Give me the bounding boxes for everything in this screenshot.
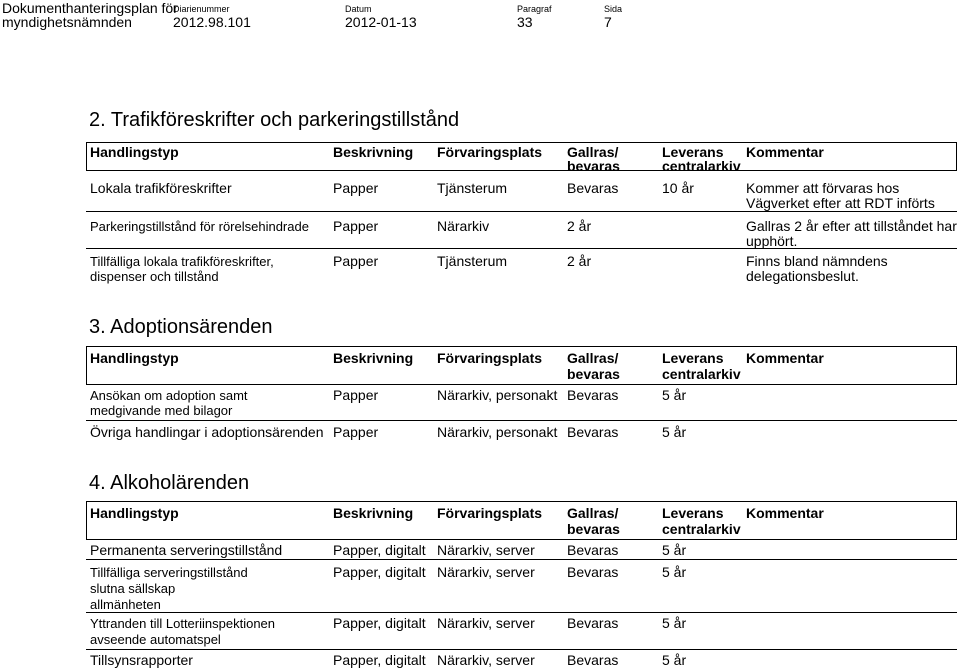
col-forvaringsplats: Förvaringsplats xyxy=(437,505,543,521)
cell-forvaring: Närarkiv, server xyxy=(437,615,535,631)
cell-beskrivning: Papper xyxy=(333,387,379,403)
cell-gallras: 2 år xyxy=(567,218,592,234)
section-title: 3. Adoptionsärenden xyxy=(89,316,273,338)
cell-handlingstyp: Yttranden till Lotteriinspektionen xyxy=(90,616,276,631)
cell-handlingstyp: Ansökan om adoption samt xyxy=(90,388,248,403)
paragraf-value: 33 xyxy=(517,14,533,30)
col-beskrivning: Beskrivning xyxy=(333,350,414,366)
col-beskrivning: Beskrivning xyxy=(333,144,414,160)
section-title: 4. Alkoholärenden xyxy=(89,472,250,494)
col-bevaras: bevaras xyxy=(567,366,620,382)
col-forvaringsplats: Förvaringsplats xyxy=(437,144,543,160)
cell-kommentar: delegationsbeslut. xyxy=(746,268,859,284)
cell-gallras: Bevaras xyxy=(567,387,619,403)
cell-forvaring: Närarkiv xyxy=(437,218,490,234)
row-divider xyxy=(86,649,957,650)
cell-gallras: Bevaras xyxy=(567,180,619,196)
cell-kommentar: Vägverket efter att RDT införts xyxy=(746,195,935,211)
cell-gallras: Bevaras xyxy=(567,424,619,440)
col-gallras: Gallras/ xyxy=(567,505,619,521)
header-title-line1: Dokumenthanteringsplan för xyxy=(2,0,178,16)
datum-label: Datum xyxy=(345,4,372,14)
col-centralarkiv: centralarkiv xyxy=(662,158,741,174)
cell-forvaring: Tjänsterum xyxy=(437,253,508,269)
col-forvaringsplats: Förvaringsplats xyxy=(437,350,543,366)
cell-gallras: Bevaras xyxy=(567,542,619,558)
cell-handlingstyp: avseende automatspel xyxy=(90,632,221,647)
cell-handlingstyp: allmänheten xyxy=(90,597,161,612)
cell-handlingstyp: Permanenta serveringstillstånd xyxy=(90,542,283,558)
cell-beskrivning: Papper xyxy=(333,180,379,196)
cell-gallras: 2 år xyxy=(567,253,592,269)
cell-forvaring: Närarkiv, personakt xyxy=(437,387,558,403)
cell-handlingstyp: slutna sällskap xyxy=(90,581,176,596)
cell-forvaring: Närarkiv, personakt xyxy=(437,424,558,440)
cell-beskrivning: Papper xyxy=(333,218,379,234)
cell-beskrivning: Papper, digitalt xyxy=(333,564,426,580)
header-title-line2: myndighetsnämnden xyxy=(2,14,132,30)
row-divider xyxy=(86,612,957,613)
cell-handlingstyp: dispenser och tillstånd xyxy=(90,269,219,284)
col-leverans: Leverans xyxy=(662,350,724,366)
row-divider xyxy=(86,211,957,212)
cell-leverans: 5 år xyxy=(662,564,687,580)
cell-leverans: 5 år xyxy=(662,652,687,668)
row-divider xyxy=(86,559,957,560)
col-centralarkiv: centralarkiv xyxy=(662,521,741,537)
col-bevaras: bevaras xyxy=(567,158,620,174)
diarienummer-value: 2012.98.101 xyxy=(173,14,251,30)
cell-forvaring: Närarkiv, server xyxy=(437,542,535,558)
col-gallras: Gallras/ xyxy=(567,350,619,366)
cell-leverans: 5 år xyxy=(662,615,687,631)
row-divider xyxy=(86,420,957,421)
paragraf-label: Paragraf xyxy=(517,4,552,14)
col-kommentar: Kommentar xyxy=(746,350,824,366)
cell-leverans: 5 år xyxy=(662,424,687,440)
cell-forvaring: Tjänsterum xyxy=(437,180,508,196)
cell-kommentar: Kommer att förvaras hos xyxy=(746,180,900,196)
sida-value: 7 xyxy=(604,14,612,30)
col-bevaras: bevaras xyxy=(567,521,620,537)
cell-handlingstyp: Tillsynsrapporter xyxy=(90,652,193,668)
cell-handlingstyp: Övriga handlingar i adoptionsärenden xyxy=(90,424,324,440)
cell-handlingstyp: Tillfälliga lokala trafikföreskrifter, xyxy=(90,254,274,269)
cell-leverans: 5 år xyxy=(662,387,687,403)
cell-beskrivning: Papper xyxy=(333,424,379,440)
cell-kommentar: Gallras 2 år efter att tillståndet har xyxy=(746,218,957,234)
cell-beskrivning: Papper xyxy=(333,253,379,269)
cell-kommentar: Finns bland nämndens xyxy=(746,253,888,269)
col-leverans: Leverans xyxy=(662,144,724,160)
cell-gallras: Bevaras xyxy=(567,615,619,631)
col-handlingstyp: Handlingstyp xyxy=(90,350,179,366)
cell-gallras: Bevaras xyxy=(567,652,619,668)
cell-handlingstyp: Lokala trafikföreskrifter xyxy=(90,180,232,196)
col-leverans: Leverans xyxy=(662,505,724,521)
col-centralarkiv: centralarkiv xyxy=(662,366,741,382)
cell-leverans: 10 år xyxy=(662,180,694,196)
cell-handlingstyp: medgivande med bilagor xyxy=(90,403,233,418)
col-kommentar: Kommentar xyxy=(746,144,824,160)
cell-forvaring: Närarkiv, server xyxy=(437,564,535,580)
col-handlingstyp: Handlingstyp xyxy=(90,144,179,160)
datum-value: 2012-01-13 xyxy=(345,14,417,30)
cell-beskrivning: Papper, digitalt xyxy=(333,652,426,668)
cell-gallras: Bevaras xyxy=(567,564,619,580)
col-handlingstyp: Handlingstyp xyxy=(90,505,179,521)
cell-forvaring: Närarkiv, server xyxy=(437,652,535,668)
cell-kommentar: upphört. xyxy=(746,233,798,249)
cell-handlingstyp: Tillfälliga serveringstillstånd xyxy=(90,565,248,580)
row-divider xyxy=(86,248,957,249)
cell-beskrivning: Papper, digitalt xyxy=(333,542,426,558)
sida-label: Sida xyxy=(604,4,623,14)
col-gallras: Gallras/ xyxy=(567,144,619,160)
col-kommentar: Kommentar xyxy=(746,505,824,521)
section-title: 2. Trafikföreskrifter och parkeringstillstånd xyxy=(89,109,460,131)
cell-leverans: 5 år xyxy=(662,542,687,558)
col-beskrivning: Beskrivning xyxy=(333,505,414,521)
diarienummer-label: Diarienummer xyxy=(173,4,230,14)
cell-handlingstyp: Parkeringstillstånd för rörelsehindrade xyxy=(90,219,309,234)
cell-beskrivning: Papper, digitalt xyxy=(333,615,426,631)
